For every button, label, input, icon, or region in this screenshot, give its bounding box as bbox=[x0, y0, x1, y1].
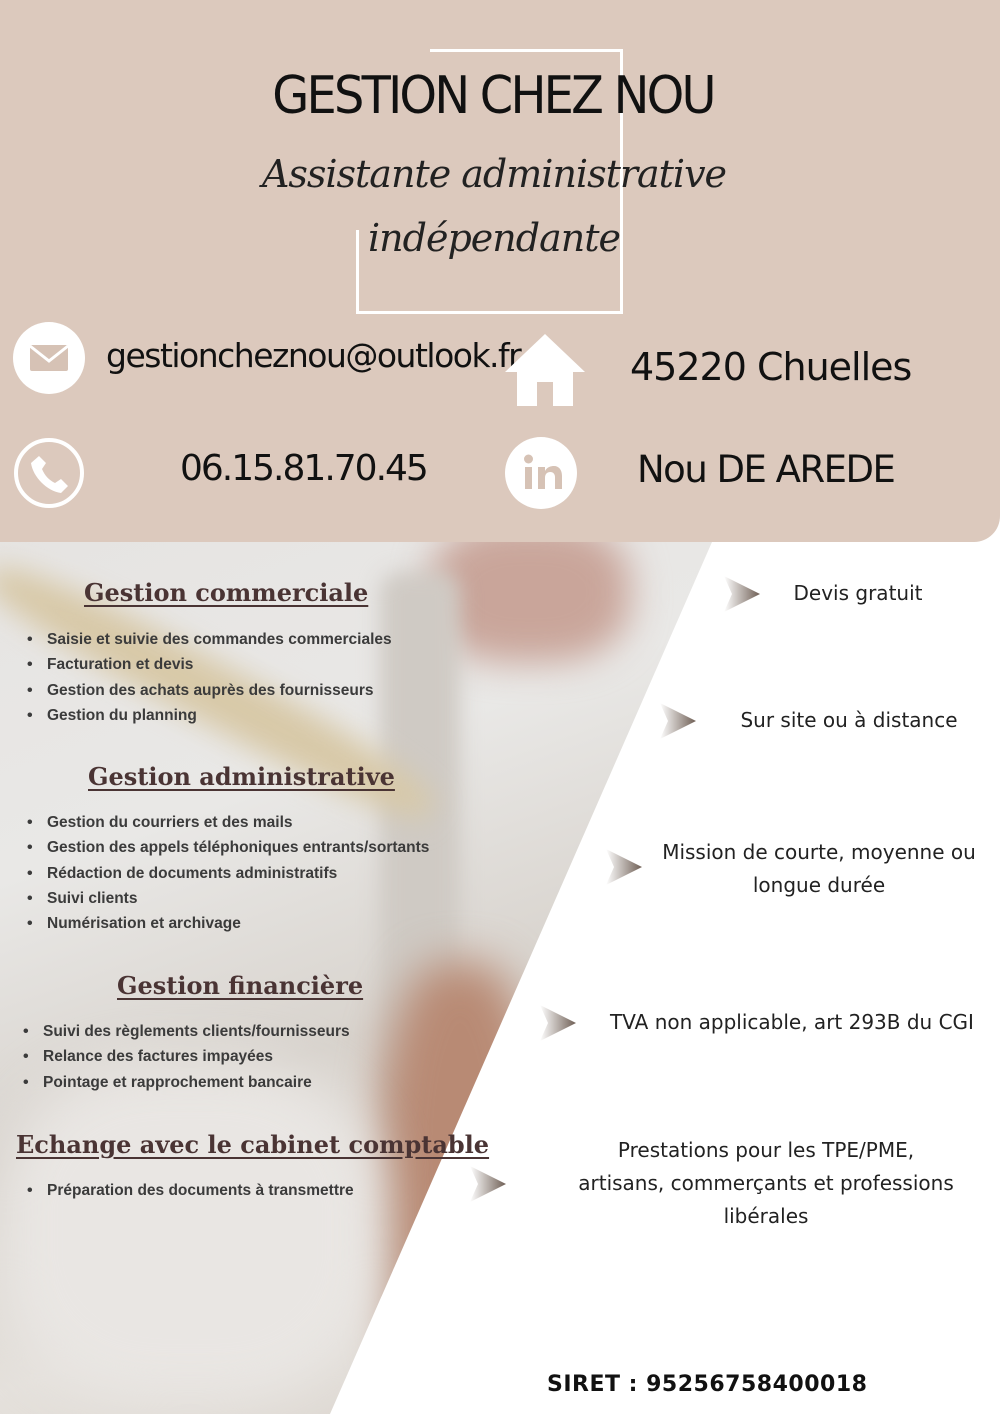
list-cabinet-comptable bbox=[27, 1178, 354, 1203]
list-item: • Rédaction de documents administratifs bbox=[27, 861, 429, 886]
list-financiere bbox=[23, 1019, 350, 1095]
arrow-icon bbox=[468, 1164, 508, 1204]
list-item: • Relance des factures impayées bbox=[23, 1044, 350, 1069]
feature-line: libérales bbox=[723, 1204, 809, 1228]
address-text: 45220 Chuelles bbox=[630, 345, 912, 389]
brand-title: GESTION CHEZ NOU bbox=[272, 66, 714, 126]
arrow-icon bbox=[538, 1003, 578, 1043]
section-title-administrative: Gestion administrative bbox=[88, 762, 395, 791]
list-item: • Préparation des documents à transmettre bbox=[27, 1178, 354, 1203]
feature-line: longue durée bbox=[752, 873, 886, 897]
feature-line: TVA non applicable, art 293B du CGI bbox=[610, 1010, 974, 1034]
arrow-icon bbox=[722, 574, 762, 614]
feature-site-distance bbox=[724, 704, 974, 737]
list-commerciale bbox=[27, 627, 392, 728]
feature-prestations bbox=[556, 1134, 976, 1233]
list-item: • Gestion du courriers et des mails bbox=[27, 810, 429, 835]
feature-line: Mission de courte, moyenne ou bbox=[662, 840, 976, 864]
list-item: • Numérisation et archivage bbox=[27, 911, 429, 936]
section-title-cabinet-comptable: Echange avec le cabinet comptable bbox=[16, 1130, 490, 1159]
arrow-icon bbox=[604, 847, 644, 887]
email-text[interactable]: gestioncheznou@outlook.fr bbox=[106, 336, 521, 375]
linkedin-text[interactable]: Nou DE AREDE bbox=[637, 448, 895, 491]
list-item: • Gestion des appels téléphoniques entrants/sortants bbox=[27, 835, 429, 860]
list-item: • Suivi des règlements clients/fournisseurs bbox=[23, 1019, 350, 1044]
tagline-line-1: Assistante administrative bbox=[261, 152, 727, 196]
list-administrative bbox=[27, 810, 429, 936]
section-title-commerciale: Gestion commerciale bbox=[84, 578, 369, 607]
section-title-financiere: Gestion financière bbox=[117, 971, 364, 1000]
feature-line: Devis gratuit bbox=[793, 581, 923, 605]
phone-text[interactable]: 06.15.81.70.45 bbox=[180, 448, 427, 489]
list-item: • Gestion du planning bbox=[27, 703, 392, 728]
list-item: • Pointage et rapprochement bancaire bbox=[23, 1070, 350, 1095]
feature-line: artisans, commerçants et professions bbox=[578, 1171, 954, 1195]
list-item: • Facturation et devis bbox=[27, 652, 392, 677]
feature-devis bbox=[760, 577, 956, 610]
list-item: • Suivi clients bbox=[27, 886, 429, 911]
tagline-line-2: indépendante bbox=[368, 216, 620, 260]
feature-line: Prestations pour les TPE/PME, bbox=[617, 1138, 915, 1162]
feature-line: Sur site ou à distance bbox=[740, 708, 958, 732]
feature-mission bbox=[652, 836, 986, 902]
siret-number: SIRET : 95256758400018 bbox=[547, 1372, 868, 1397]
list-item: • Saisie et suivie des commandes commerciales bbox=[27, 627, 392, 652]
arrow-icon bbox=[658, 701, 698, 741]
feature-tva bbox=[592, 1006, 992, 1039]
list-item: • Gestion des achats auprès des fournisseurs bbox=[27, 678, 392, 703]
